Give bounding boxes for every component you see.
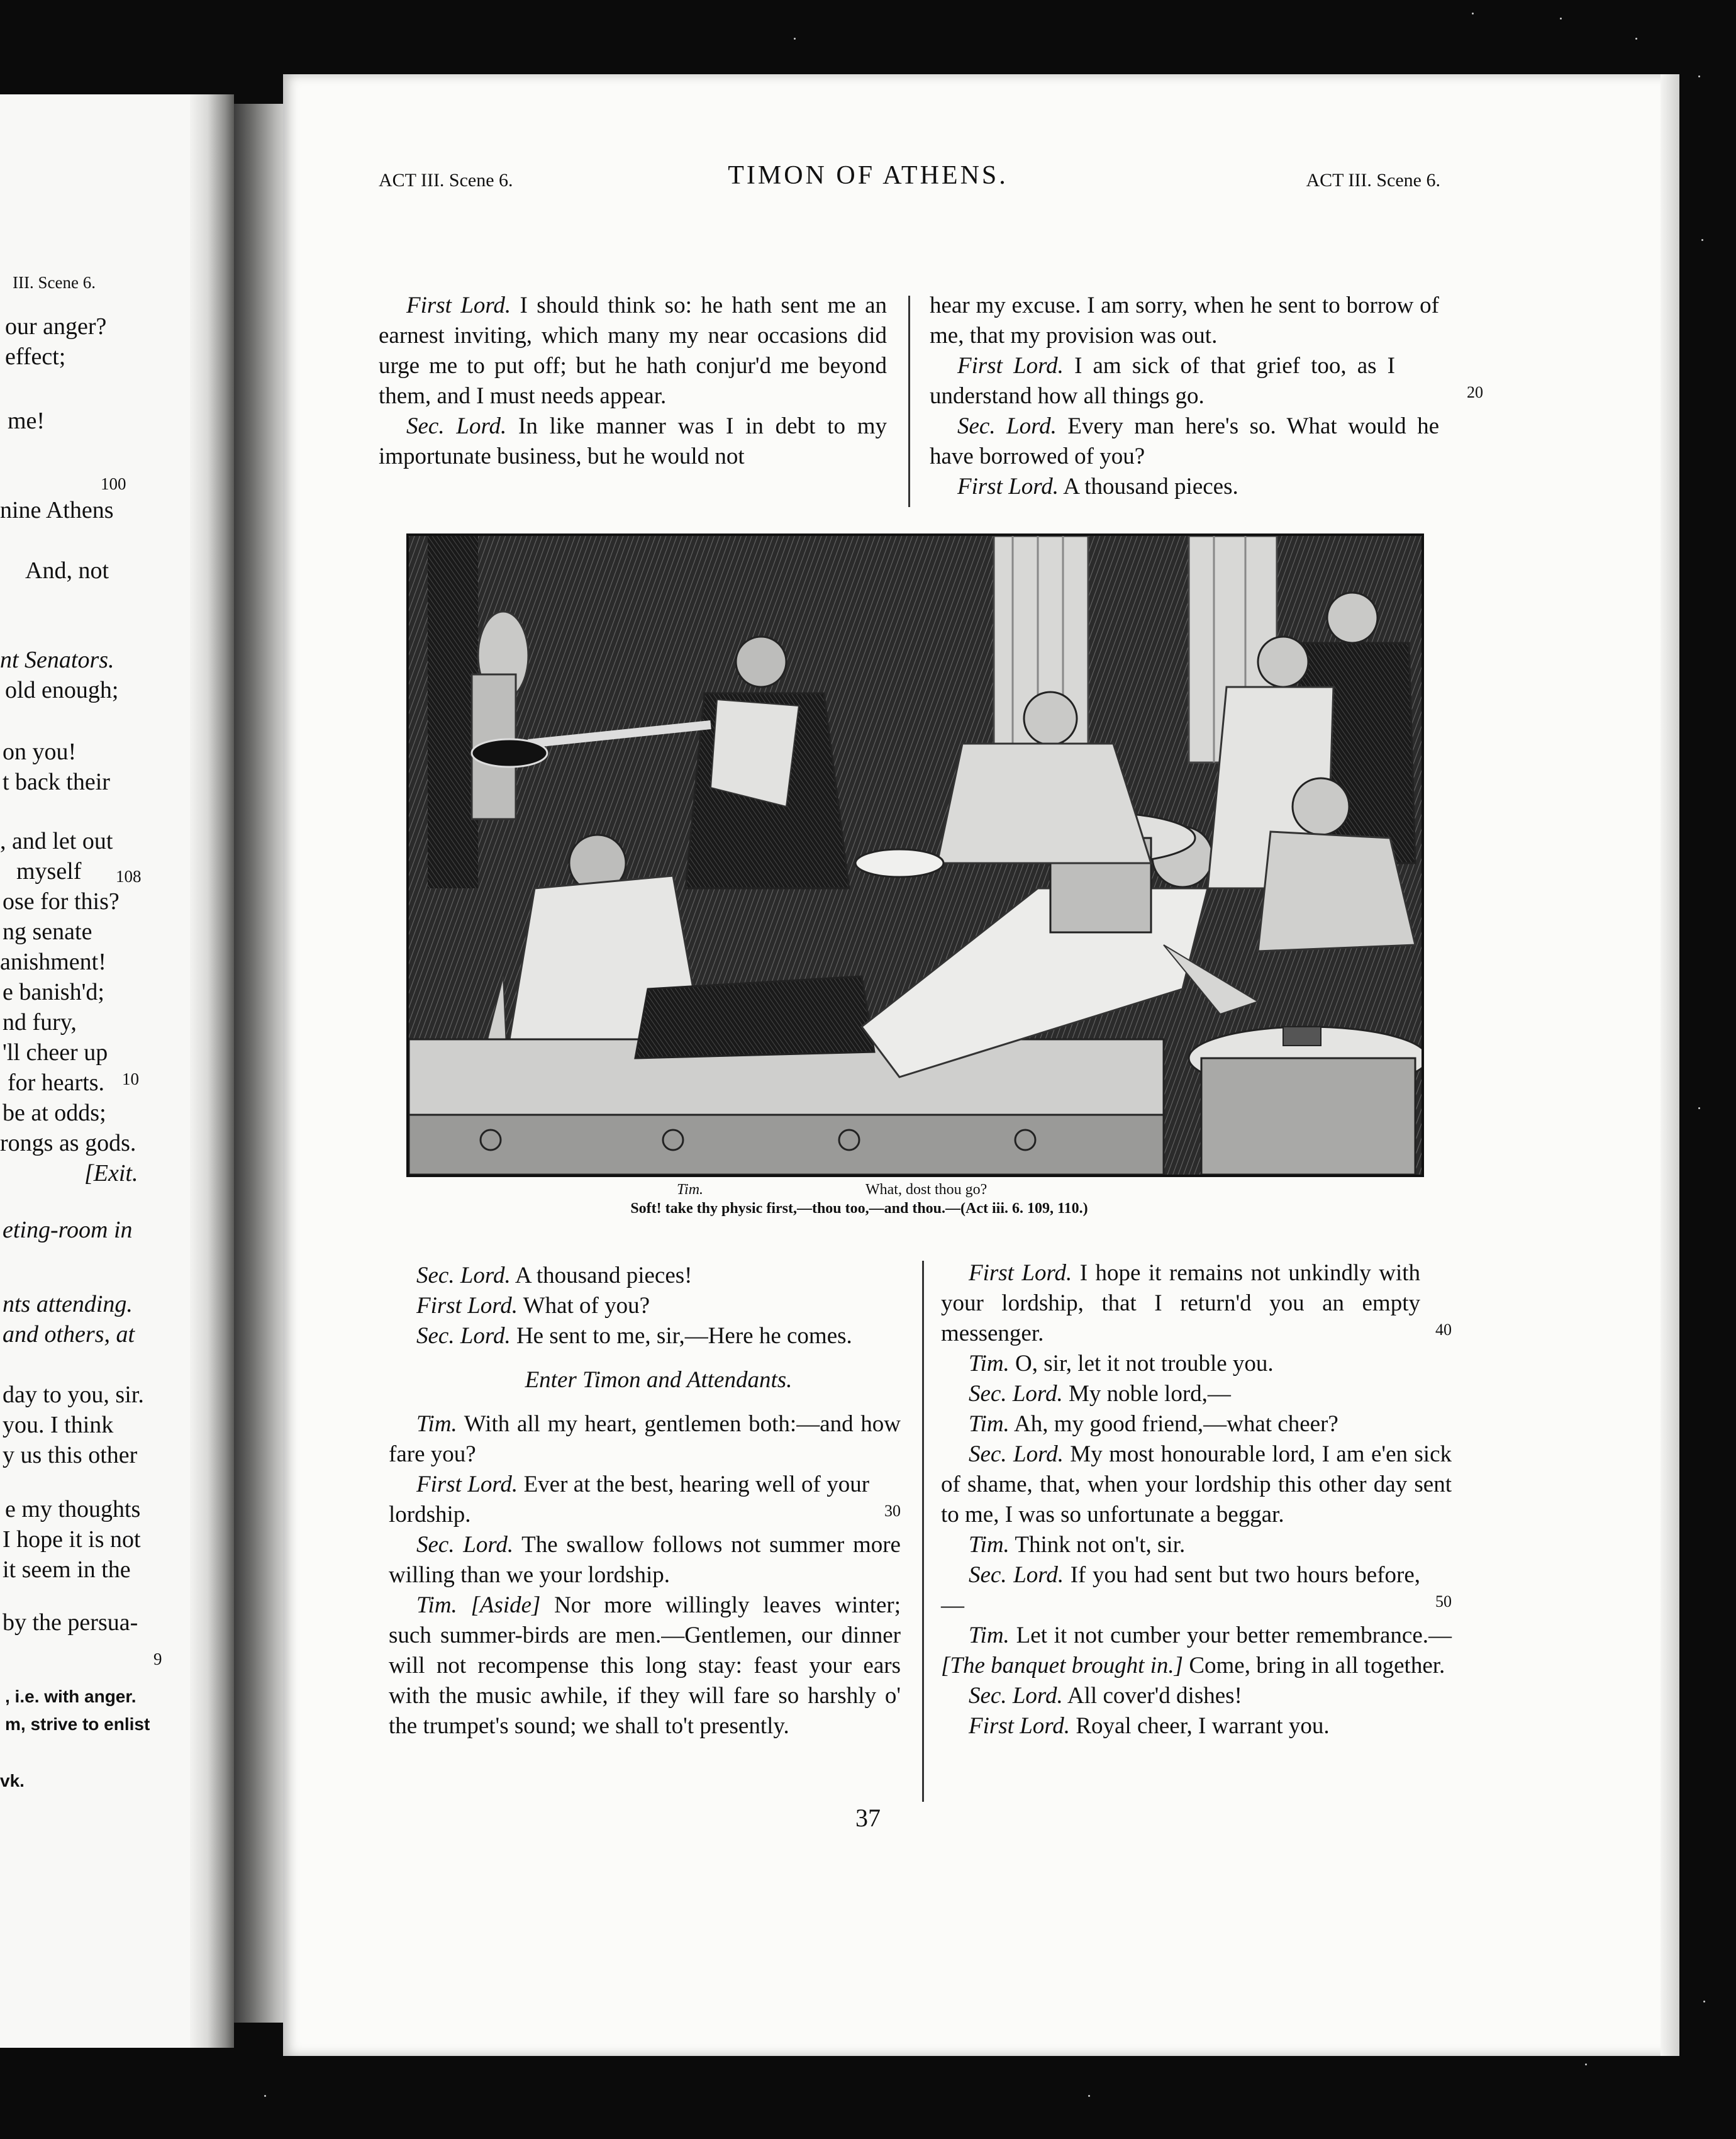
left-footnote: , i.e. with anger. bbox=[5, 1687, 136, 1706]
speaker-name: First Lord. bbox=[416, 1472, 518, 1497]
left-page bbox=[0, 94, 234, 2048]
speaker-name: Sec. Lord. bbox=[416, 1532, 514, 1558]
speech-text: What of you? bbox=[523, 1293, 650, 1319]
left-line: me! bbox=[8, 408, 45, 434]
column-rule bbox=[922, 1261, 924, 1802]
speech-text: In like manner was I in debt to my importunate business, but he would not bbox=[379, 413, 887, 469]
speaker-name: Tim. bbox=[969, 1622, 1010, 1648]
left-line: y us this other bbox=[3, 1442, 138, 1468]
speech-text: Let it not cumber your better remembrance.— bbox=[1016, 1622, 1452, 1648]
left-line-number: 100 bbox=[101, 474, 126, 493]
banquet-scene-drawing bbox=[409, 536, 1422, 1175]
speaker-name: First Lord. bbox=[969, 1713, 1071, 1739]
speaker-name: Tim. bbox=[969, 1411, 1010, 1437]
speech-text: Think not on't, sir. bbox=[1015, 1532, 1186, 1558]
illustration-caption bbox=[406, 1180, 1419, 1218]
text-column-upper-left bbox=[379, 291, 887, 472]
speech-text: hear my excuse. I am sorry, when he sent to borrow of me, that my provision was out. bbox=[930, 293, 1439, 349]
caption-speaker: Tim. bbox=[677, 1181, 704, 1198]
left-line: I hope it is not bbox=[3, 1526, 141, 1553]
speaker-name: Sec. Lord. bbox=[969, 1441, 1064, 1467]
running-head-right: ACT III. Scene 6. bbox=[1306, 170, 1440, 191]
left-line: you. I think bbox=[3, 1412, 114, 1438]
text-column-lower-right bbox=[941, 1258, 1452, 1741]
speech-text: Royal cheer, I warrant you. bbox=[1076, 1713, 1330, 1739]
left-line: it seem in the bbox=[3, 1556, 131, 1583]
left-footnote-ref: 10 bbox=[122, 1070, 139, 1088]
left-line: myself bbox=[16, 858, 82, 885]
speech-text: Ah, my good friend,—what cheer? bbox=[1014, 1411, 1338, 1437]
text-column-upper-right bbox=[930, 291, 1483, 502]
speaker-name: Sec. Lord. bbox=[416, 1323, 511, 1349]
speech-text: Every man here's so. What would he have borrowed of you? bbox=[930, 413, 1439, 469]
speaker-name: Tim. bbox=[416, 1592, 457, 1618]
left-line: nt Senators. bbox=[0, 647, 114, 673]
speaker-name: Sec. Lord. bbox=[957, 413, 1057, 439]
left-line: t back their bbox=[3, 769, 110, 795]
running-head-title: TIMON OF ATHENS. bbox=[728, 161, 1008, 190]
left-line: , and let out bbox=[0, 828, 113, 854]
speech-text: With all my heart, gentlemen both:—and how fare you? bbox=[389, 1411, 901, 1467]
left-line: nine Athens bbox=[0, 497, 114, 523]
left-line: by the persua- bbox=[3, 1609, 138, 1636]
left-line: on you! bbox=[3, 739, 77, 765]
speech-text: My most honourable lord, I am e'en sick of shame, that, when your lordship this other day sent to me, I was so unfortunate a beggar. bbox=[941, 1441, 1452, 1527]
speech-text: The swallow follows not summer more willing than we your lordship. bbox=[389, 1532, 901, 1588]
column-rule bbox=[908, 296, 910, 507]
speech-text: Come, bring in all together. bbox=[1189, 1653, 1445, 1678]
speaker-name: First Lord. bbox=[416, 1293, 518, 1319]
left-line: effect; bbox=[5, 343, 66, 370]
speaker-name: First Lord. bbox=[957, 353, 1064, 379]
text-column-lower-left bbox=[389, 1261, 901, 1741]
speech-text: I am sick of that grief too, as I understand how all things go. bbox=[930, 353, 1395, 409]
speaker-name: Sec. Lord. bbox=[969, 1683, 1063, 1709]
left-line: and others, at bbox=[3, 1321, 135, 1348]
speaker-name: First Lord. bbox=[957, 474, 1059, 500]
line-number: 30 bbox=[884, 1502, 901, 1520]
left-line: ng senate bbox=[3, 919, 92, 945]
left-line-number: 108 bbox=[116, 867, 142, 886]
left-line: eting-room in bbox=[3, 1217, 133, 1243]
left-line: e my thoughts bbox=[5, 1496, 141, 1522]
left-page-gutter-shadow bbox=[190, 94, 234, 2048]
line-number: 50 bbox=[1435, 1592, 1452, 1611]
caption-line-1: What, dost thou go? bbox=[865, 1181, 988, 1198]
left-line: day to you, sir. bbox=[3, 1382, 144, 1408]
speech-text: All cover'd dishes! bbox=[1067, 1683, 1242, 1709]
running-head-left: ACT III. Scene 6. bbox=[379, 170, 513, 191]
page-number: 37 bbox=[855, 1804, 881, 1832]
left-line: ose for this? bbox=[3, 888, 120, 915]
aside-direction: [Aside] bbox=[470, 1592, 541, 1618]
left-line: our anger? bbox=[5, 313, 107, 340]
left-line: nd fury, bbox=[3, 1009, 77, 1036]
speaker-name: First Lord. bbox=[406, 293, 511, 318]
left-line: e banish'd; bbox=[3, 979, 104, 1005]
speaker-name: Sec. Lord. bbox=[969, 1381, 1063, 1407]
speaker-name: Tim. bbox=[969, 1532, 1010, 1558]
page-edge bbox=[1661, 74, 1679, 2056]
speech-text: Ever at the best, hearing well of your lordship. bbox=[389, 1472, 870, 1527]
line-number: 40 bbox=[1435, 1321, 1452, 1339]
speech-text: I hope it remains not unkindly with your lordship, that I return'd you an empty messenger. bbox=[941, 1260, 1421, 1346]
speech-text: I should think so: he hath sent me an earnest inviting, which many my near occasions did urge me to put off; but he hath conjur'd me beyond them, and I must needs appear. bbox=[379, 293, 887, 409]
left-line: [Exit. bbox=[84, 1160, 138, 1187]
speaker-name: Sec. Lord. bbox=[969, 1562, 1064, 1588]
speech-text: A thousand pieces! bbox=[515, 1263, 693, 1288]
speaker-name: Sec. Lord. bbox=[406, 413, 507, 439]
left-line: anishment! bbox=[0, 949, 106, 975]
stage-direction: [The banquet brought in.] bbox=[941, 1653, 1184, 1678]
speaker-name: Tim. bbox=[416, 1411, 457, 1437]
left-line: old enough; bbox=[5, 677, 119, 703]
left-line: be at odds; bbox=[3, 1100, 106, 1126]
caption-line-2: Soft! take thy physic first,—thou too,—and thou.—(Act iii. 6. 109, 110.) bbox=[630, 1200, 1088, 1217]
left-running-head: III. Scene 6. bbox=[13, 273, 96, 292]
left-line: rongs as gods. bbox=[0, 1130, 136, 1156]
stage-direction: Enter Timon and Attendants. bbox=[525, 1367, 793, 1393]
left-line-number: 9 bbox=[153, 1650, 162, 1668]
left-footnote: vk. bbox=[0, 1771, 25, 1790]
left-line: And, not bbox=[25, 557, 109, 584]
speech-text: My noble lord,— bbox=[1068, 1381, 1231, 1407]
speech-text: If you had sent but two hours before,— bbox=[941, 1562, 1421, 1618]
speech-text: He sent to me, sir,—Here he comes. bbox=[516, 1323, 852, 1349]
speaker-name: Sec. Lord. bbox=[416, 1263, 511, 1288]
left-footnote: m, strive to enlist bbox=[5, 1714, 150, 1734]
line-number: 20 bbox=[1467, 383, 1483, 401]
speech-text: A thousand pieces. bbox=[1063, 474, 1238, 500]
left-line: 'll cheer up bbox=[3, 1039, 108, 1066]
speaker-name: Tim. bbox=[969, 1351, 1010, 1377]
left-line: for hearts. bbox=[8, 1070, 105, 1096]
speech-text: O, sir, let it not trouble you. bbox=[1015, 1351, 1274, 1377]
left-line: nts attending. bbox=[3, 1291, 133, 1317]
illustration-engraving bbox=[406, 533, 1424, 1177]
speaker-name: First Lord. bbox=[969, 1260, 1072, 1286]
speech-text: Nor more willingly leaves winter; such summer-birds are men.—Gentlemen, our dinner will not recompense this long stay: feast your ears with the music awhile, if they will fare so harshly o' the trumpet's sound; we shall to't presently. bbox=[389, 1592, 901, 1739]
